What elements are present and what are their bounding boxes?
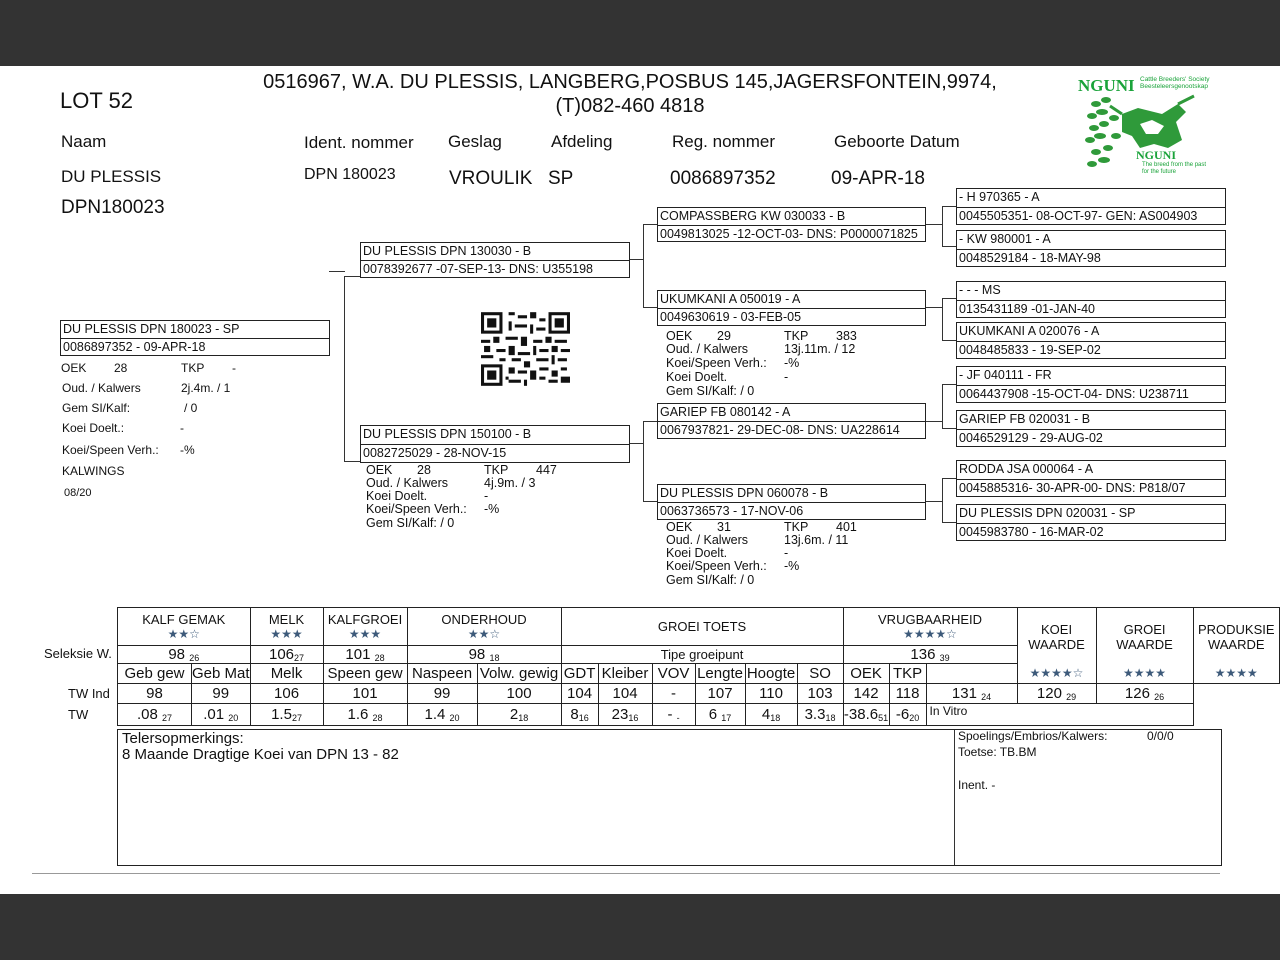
ggp-line-1: - H 970365 - A — [959, 190, 1040, 204]
ggp-line-2: 0048529184 - 18-MAY-98 — [957, 249, 1225, 267]
grandparent-line-2: 0063736573 - 17-NOV-06 — [658, 502, 925, 519]
connector — [643, 224, 644, 308]
gp-speen-label: Koei/Speen Verh.: — [666, 559, 767, 573]
connector — [344, 461, 360, 462]
animal-afdeling: SP — [548, 168, 574, 189]
grandparent-line-2: 0049630619 - 03-FEB-05 — [658, 308, 925, 325]
dam-speen-label: Koei/Speen Verh.: — [366, 502, 467, 516]
sire-line-2: 0078392677 -07-SEP-13- DNS: U355198 — [361, 260, 629, 277]
animal-ident: DPN 180023 — [304, 166, 396, 183]
animal-box-line-1: DU PLESSIS DPN 180023 - SP — [63, 322, 240, 336]
tw-value: 1.6 — [347, 706, 369, 723]
tipe-groeipunt: Tipe groeipunt — [561, 646, 843, 664]
animal-speen: -% — [180, 443, 195, 457]
seleksie-melk — [250, 646, 323, 664]
gp-oud-label: Oud. / Kalwers — [666, 533, 748, 547]
seleksie-kalfgroei — [323, 646, 407, 664]
ggp-line-1: - JF 040111 - FR — [959, 368, 1052, 382]
tw-n: 18 — [518, 713, 529, 723]
grandparent-line-1: COMPASSBERG KW 030033 - B — [660, 209, 846, 223]
tw-value: .08 — [136, 706, 158, 723]
animal-oud: 2j.4m. / 1 — [181, 381, 231, 395]
tw-cell — [192, 704, 251, 726]
dam-oud: 4j.9m. / 3 — [484, 476, 536, 490]
qr-code-icon — [481, 312, 570, 386]
tw-value: 1.4 — [424, 706, 446, 723]
col-header: Kleiber — [598, 664, 652, 684]
connector — [942, 340, 956, 341]
kalwings-label: KALWINGS — [62, 464, 125, 478]
tw-cell — [598, 704, 652, 726]
animal-tkp: - — [232, 361, 236, 375]
tw-value: - — [667, 706, 673, 723]
gp-tkp: 383 — [836, 329, 857, 343]
tw-value: 8 — [570, 706, 579, 723]
connector — [629, 443, 644, 444]
tw-n: 20 — [228, 713, 239, 723]
koei-waarde-stars-icon: ★★★★☆ — [1029, 666, 1084, 680]
tw-value: 1.5 — [271, 706, 292, 723]
spoelings-value: 0/0/0 — [1147, 729, 1174, 743]
logo-society: Cattle Breeders' Society Beesteleersgenootskap — [1140, 76, 1210, 90]
tw-n: 28 — [372, 713, 383, 723]
geslag-header: Geslag — [448, 132, 502, 151]
connector — [925, 307, 943, 308]
seleksie-vrug — [843, 646, 1017, 664]
seleksie-vrug-n: 39 — [939, 653, 950, 663]
naam-header: Naam — [61, 132, 107, 151]
tw-n: 51 — [878, 713, 889, 723]
afdeling-header: Afdeling — [551, 132, 613, 151]
connector — [942, 298, 956, 299]
breeding-values-table — [117, 607, 1280, 726]
tw-cell — [843, 704, 889, 726]
animal-naam: DU PLESSIS — [61, 167, 162, 186]
tw-cell — [889, 704, 926, 726]
gp-oek-label: OEK — [666, 520, 693, 534]
koei-waarde-n: 24 — [981, 692, 992, 702]
produksie-waarde-cell — [1193, 608, 1279, 684]
kalfgroei-header: KALFGROEI — [327, 612, 403, 627]
gp-doelt: - — [784, 370, 789, 384]
seleksie-onderhoud-value: 98 — [468, 646, 486, 663]
geboorte-header: Geboorte Datum — [834, 132, 960, 151]
groei-waarde-value — [1017, 684, 1096, 704]
owner-line-2: (T)082-460 4818 — [555, 95, 705, 117]
grandparent-line-2: 0067937821- 29-DEC-08- DNS: UA228614 — [658, 421, 925, 438]
grandparent-line-2: 0049813025 -12-OCT-03- DNS: P0000071825 — [658, 225, 925, 242]
col-header: Hoogte — [746, 665, 796, 682]
kalf-gemak-cell — [118, 608, 251, 646]
animal-geboorte: 09-APR-18 — [831, 168, 925, 189]
grandparent-box — [657, 290, 926, 326]
tw-n: 27 — [162, 713, 173, 723]
col-header: Melk — [250, 664, 323, 684]
connector — [643, 421, 657, 422]
animal-oud-label: Oud. / Kalwers — [62, 381, 141, 395]
ggp-line-2: 0045885316- 30-APR-00- DNS: P818/07 — [957, 479, 1225, 497]
produksie-waarde-n: 26 — [1154, 692, 1165, 702]
connector — [942, 384, 943, 429]
produksie-waarde-value — [1096, 684, 1193, 704]
groei-waarde-header: GROEI WAARDE — [1116, 622, 1173, 652]
twind-cell: 98 — [118, 684, 192, 704]
seleksie-vrug-value: 136 — [910, 646, 936, 663]
animal-oek-label: OEK — [61, 361, 87, 375]
tw-n: 18 — [770, 713, 781, 723]
vrugbaarheid-header: VRUGBAARHEID — [878, 612, 983, 627]
tw-value: 23 — [611, 706, 629, 723]
kalf-gemak-header: KALF GEMAK — [142, 612, 226, 627]
col-header: GDT — [561, 664, 598, 684]
groei-waarde-number: 120 — [1036, 685, 1062, 702]
owner-line-1: 0516967, W.A. DU PLESSIS, LANGBERG,POSBUS 145,JAGERSFONTEIN,9974, — [263, 71, 997, 93]
col-header: SO — [797, 664, 843, 684]
ggp-line-2: 0064437908 -15-OCT-04- DNS: U238711 — [957, 385, 1225, 403]
col-header: Naspeen — [407, 664, 477, 684]
animal-gem: / 0 — [184, 401, 198, 415]
twind-cell: 100 — [477, 684, 561, 704]
dam-oek: 28 — [417, 463, 431, 477]
twind-cell: 106 — [250, 684, 323, 704]
ggp-line-1: UKUMKANI A 020076 - A — [959, 324, 1100, 338]
col-header: Geb gew — [118, 664, 192, 684]
tw-cell — [695, 704, 745, 726]
great-grandparent-box — [956, 410, 1226, 447]
tw-n: 18 — [825, 713, 836, 723]
connector — [942, 206, 943, 247]
groei-waarde-cell — [1096, 608, 1193, 684]
animal-oek: 28 — [114, 361, 128, 375]
dam-tkp: 447 — [536, 463, 557, 477]
animal-box — [60, 320, 330, 356]
pedigree-page — [0, 66, 1280, 894]
group-header-row — [118, 608, 1280, 646]
top-bar — [0, 0, 1280, 66]
gp-oek: 29 — [717, 329, 731, 343]
connector — [925, 501, 943, 502]
vrugbaarheid-stars-icon: ★★★★☆ — [903, 627, 957, 641]
connector — [942, 298, 943, 341]
tw-cell — [477, 704, 561, 726]
tw-cell — [561, 704, 598, 726]
great-grandparent-box — [956, 230, 1226, 267]
animal-doelt: - — [180, 421, 184, 435]
nguni-logo — [1078, 74, 1212, 182]
ggp-line-1: GARIEP FB 020031 - B — [959, 412, 1091, 426]
tw-value: -38.6 — [843, 706, 879, 723]
twind-cell: 104 — [598, 684, 652, 704]
ggp-line-1: RODDA JSA 000064 - A — [959, 462, 1094, 476]
kalfgroei-cell — [323, 608, 407, 646]
great-grandparent-box — [956, 366, 1226, 403]
great-grandparent-box — [956, 460, 1226, 497]
connector — [329, 271, 345, 272]
in-vitro: In Vitro — [926, 704, 1193, 726]
seleksie-label: Seleksie W. — [44, 646, 112, 661]
dam-doelt-label: Koei Doelt. — [366, 489, 428, 503]
seleksie-melk-value: 106 — [269, 646, 295, 663]
inent: Inent. - — [958, 778, 996, 792]
gp-oek-label: OEK — [666, 329, 693, 343]
animal-doelt-label: Koei Doelt.: — [62, 421, 125, 435]
ident-header: Ident. nommer — [304, 133, 414, 152]
lot-number: LOT 52 — [60, 88, 133, 113]
col-header: OEK — [843, 664, 889, 684]
tw-cell — [745, 704, 797, 726]
logo-name: NGUNI — [1136, 148, 1177, 162]
ggp-line-1: - - - MS — [959, 283, 1001, 297]
tw-cell — [250, 704, 323, 726]
kalfgroei-stars-icon: ★★★ — [348, 627, 382, 641]
ggp-line-1: - KW 980001 - A — [959, 232, 1051, 246]
connector — [942, 206, 956, 207]
tw-n: 20 — [909, 713, 920, 723]
twind-cell: 99 — [407, 684, 477, 704]
connector — [643, 421, 644, 502]
remarks-text: 8 Maande Dragtige Koei van DPN 13 - 82 — [122, 746, 399, 763]
ggp-line-2: 0045983780 - 16-MAR-02 — [957, 523, 1225, 541]
tw-n: 20 — [449, 713, 460, 723]
seleksie-kalfgroei-value: 101 — [345, 646, 371, 663]
gp-gem-label: Gem SI/Kalf: / 0 — [666, 384, 755, 398]
ggp-line-1: DU PLESSIS DPN 020031 - SP — [959, 506, 1136, 520]
seleksie-kalf-n: 26 — [189, 653, 200, 663]
grandparent-line-1: GARIEP FB 080142 - A — [660, 405, 791, 419]
onderhoud-header: ONDERHOUD — [441, 612, 527, 627]
tw-n: 27 — [291, 713, 302, 723]
col-header: TKP — [889, 664, 926, 684]
melk-header: MELK — [268, 612, 305, 627]
tw-value: 2 — [509, 706, 519, 723]
tw-n: 16 — [628, 713, 639, 723]
twind-cell: 101 — [323, 684, 407, 704]
gp-gem-label: Gem SI/Kalf: / 0 — [666, 573, 755, 587]
tw-cell — [797, 704, 843, 726]
ggp-line-2: 0135431189 -01-JAN-40 — [957, 300, 1225, 318]
twind-cell: 104 — [561, 684, 598, 704]
produksie-waarde-stars-icon: ★★★★ — [1214, 666, 1258, 680]
connector — [925, 421, 943, 422]
grandparent-box — [657, 403, 926, 439]
grandparent-line-1: UKUMKANI A 050019 - A — [660, 292, 801, 306]
koei-waarde-number: 131 — [951, 685, 977, 702]
animal-reg: 0086897352 — [670, 168, 776, 189]
tw-label: TW — [68, 707, 89, 722]
col-header: Speen gew — [323, 664, 407, 684]
logo-tagline: The breed from the past for the future — [1142, 162, 1207, 175]
twind-cell: 142 — [843, 684, 889, 704]
twind-cell: 99 — [192, 684, 251, 704]
dam-speen: -% — [484, 502, 500, 516]
animal-geslag: VROULIK — [449, 168, 533, 189]
dam-line-1: DU PLESSIS DPN 150100 - B — [363, 427, 532, 441]
melk-cell — [250, 608, 323, 646]
col-header: Volw. gewig — [477, 664, 561, 684]
great-grandparent-box — [956, 322, 1226, 359]
grandparent-box — [657, 484, 926, 520]
gp-oud: 13j.11m. / 12 — [784, 342, 856, 356]
gp-oek: 31 — [717, 520, 731, 534]
groei-waarde-stars-icon: ★★★★ — [1123, 666, 1167, 680]
gp-speen: -% — [784, 559, 800, 573]
connector — [643, 307, 657, 308]
col-header: VOV — [652, 664, 695, 684]
remarks-label: Telersopmerkings: — [122, 730, 244, 747]
connector — [643, 224, 657, 225]
koei-waarde-value — [926, 684, 1017, 704]
remarks-panel — [117, 729, 1222, 866]
seleksie-onderhoud-n: 18 — [489, 653, 500, 663]
ggp-line-2: 0046529129 - 29-AUG-02 — [957, 429, 1225, 447]
groei-toets-cell — [561, 608, 843, 646]
great-grandparent-box — [956, 188, 1226, 225]
seleksie-onderhoud — [407, 646, 561, 664]
gp-oud: 13j.6m. / 11 — [784, 533, 849, 547]
dam-box — [360, 425, 630, 463]
gp-doelt-label: Koei Doelt. — [666, 546, 728, 560]
kalwings-value: 08/20 — [64, 487, 92, 499]
footer-rule — [32, 873, 1220, 874]
toetse: Toetse: TB.BM — [958, 745, 1037, 759]
connector — [629, 259, 644, 260]
dam-doelt: - — [484, 489, 489, 503]
dam-gem-label: Gem SI/Kalf: / 0 — [366, 516, 455, 530]
connector — [344, 276, 360, 277]
tw-value: .01 — [203, 706, 225, 723]
tw-value: 4 — [761, 706, 771, 723]
animal-gem-label: Gem SI/Kalf: — [62, 401, 131, 415]
groei-waarde-n: 29 — [1066, 692, 1077, 702]
animal-tkp-label: TKP — [181, 361, 205, 375]
tw-n: 16 — [578, 713, 589, 723]
seleksie-kalf — [118, 646, 251, 664]
gp-tkp: 401 — [836, 520, 857, 534]
reg-header: Reg. nommer — [672, 132, 775, 151]
connector — [942, 522, 956, 523]
bottom-bar — [0, 894, 1280, 960]
great-grandparent-box — [956, 281, 1226, 318]
onderhoud-stars-icon: ★★☆ — [467, 627, 501, 641]
owner-header — [200, 70, 1060, 118]
animal-code: DPN180023 — [61, 197, 165, 218]
twind-row — [118, 684, 1280, 704]
gp-tkp-label: TKP — [784, 329, 809, 343]
tw-n: 17 — [721, 713, 732, 723]
col-header: Lengte — [695, 664, 745, 684]
tw-row — [118, 704, 1280, 726]
twind-label: TW Ind — [68, 686, 110, 701]
animal-box-line-2: 0086897352 - 09-APR-18 — [61, 338, 329, 355]
tw-value: 6 — [708, 706, 718, 723]
seleksie-melk-n: 27 — [294, 653, 305, 663]
seleksie-kalf-value: 98 — [168, 646, 186, 663]
tw-value: 3.3 — [804, 706, 826, 723]
spoelings-label: Spoelings/Embrios/Kalwers: — [958, 729, 1108, 743]
melk-stars-icon: ★★★ — [270, 627, 303, 641]
connector — [942, 384, 956, 385]
twind-cell: - — [652, 684, 695, 704]
produksie-waarde-header: PRODUKSIE WAARDE — [1197, 622, 1275, 652]
logo-title: NGUNI — [1078, 76, 1135, 95]
connector — [942, 478, 956, 479]
vrugbaarheid-cell — [843, 608, 1017, 646]
connector — [643, 501, 657, 502]
connector — [925, 224, 943, 225]
gp-tkp-label: TKP — [784, 520, 809, 534]
gp-oud-label: Oud. / Kalwers — [666, 342, 748, 356]
remarks-divider — [954, 730, 955, 865]
groei-toets-header: GROEI TOETS — [657, 619, 747, 634]
tw-cell — [323, 704, 407, 726]
gp-speen-label: Koei/Speen Verh.: — [666, 356, 767, 370]
tw-cell — [652, 704, 695, 726]
dam-oud-label: Oud. / Kalwers — [366, 476, 448, 490]
grandparent-line-1: DU PLESSIS DPN 060078 - B — [660, 486, 829, 500]
gp-doelt-label: Koei Doelt. — [666, 370, 728, 384]
tw-cell — [118, 704, 192, 726]
seleksie-kalfgroei-n: 28 — [374, 653, 385, 663]
tw-cell — [407, 704, 477, 726]
grandparent-box — [657, 207, 926, 242]
tw-n: - — [676, 713, 680, 723]
ggp-line-2: 0045505351- 08-OCT-97- GEN: AS004903 — [957, 207, 1225, 225]
connector — [344, 276, 345, 462]
gp-speen: -% — [784, 356, 800, 370]
twind-cell: 118 — [889, 684, 926, 704]
produksie-waarde-number: 126 — [1124, 685, 1150, 702]
twind-cell: 107 — [695, 684, 745, 704]
twind-cell: 103 — [797, 684, 843, 704]
ggp-line-2: 0048485833 - 19-SEP-02 — [957, 341, 1225, 359]
kalf-gemak-stars-icon: ★★☆ — [167, 627, 200, 641]
tw-value: -6 — [895, 706, 910, 723]
sire-box — [360, 242, 630, 278]
koei-waarde-header: KOEI WAARDE — [1028, 622, 1085, 652]
onderhoud-cell — [407, 608, 561, 646]
col-header: Geb Mat — [192, 665, 250, 682]
great-grandparent-box — [956, 504, 1226, 541]
dam-line-2: 0082725029 - 28-NOV-15 — [361, 444, 629, 462]
connector — [942, 246, 956, 247]
dam-oek-label: OEK — [366, 463, 393, 477]
connector — [942, 478, 943, 523]
gp-doelt: - — [784, 546, 789, 560]
koei-waarde-cell — [1017, 608, 1096, 684]
twind-cell: 110 — [745, 684, 797, 704]
animal-speen-label: Koei/Speen Verh.: — [62, 443, 159, 457]
connector — [942, 428, 956, 429]
sire-line-1: DU PLESSIS DPN 130030 - B — [363, 244, 532, 258]
dam-tkp-label: TKP — [484, 463, 509, 477]
